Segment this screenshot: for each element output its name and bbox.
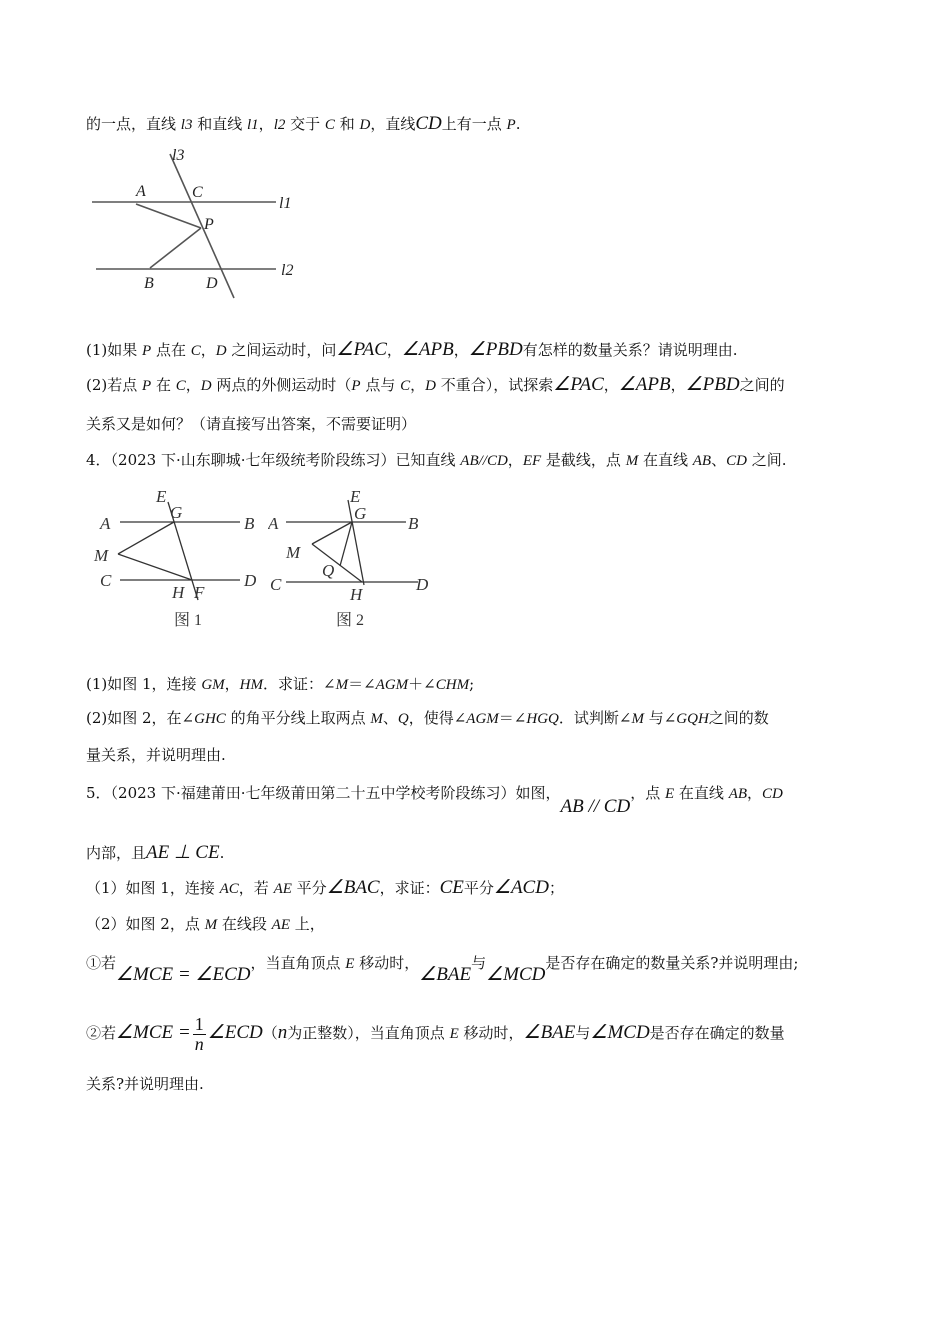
text: ①若 — [86, 954, 117, 972]
segment-hm — [118, 554, 192, 580]
q5-sub2-line2 — [86, 1074, 204, 1094]
text: P — [506, 117, 516, 133]
text: ，使得∠ — [408, 709, 467, 727]
q4-part1 — [86, 674, 474, 695]
q3-figure — [86, 144, 306, 304]
q3-part1 — [86, 340, 738, 361]
math: ∠ECD — [207, 1022, 263, 1043]
text: ， — [507, 451, 523, 469]
text: EF — [522, 453, 542, 469]
fraction-numerator: 1 — [194, 1013, 204, 1034]
text: D — [200, 378, 212, 394]
text: CHM — [435, 677, 470, 693]
text: 、 — [711, 451, 727, 469]
text: GHC — [194, 711, 226, 727]
segment-mh — [312, 544, 362, 582]
text: 量关系，并说明理由. — [86, 746, 226, 764]
text: 4．（2023 下·山东聊城·七年级统考阶段练习）已知直线 — [86, 451, 461, 469]
segment-ap — [136, 204, 201, 228]
math: ∠MCD — [486, 964, 546, 985]
text: (1)如果 — [86, 341, 143, 359]
text: 为正整数），当直角顶点 — [287, 1024, 450, 1042]
text: 的角平分线上取两点 — [225, 709, 371, 727]
text: ②若 — [86, 1024, 117, 1042]
text: （2）如图 2，点 — [86, 915, 205, 933]
math: CE — [439, 877, 464, 898]
label-q: Q — [322, 561, 335, 580]
text: ．求证：∠ — [263, 675, 336, 693]
text: . — [219, 844, 225, 862]
text: HM — [239, 677, 263, 693]
math: ∠APB — [618, 374, 671, 395]
text: AGM — [375, 677, 409, 693]
q4-figure-2 — [268, 482, 438, 632]
text: (2)如图 2，在∠ — [86, 709, 195, 727]
q4-part2 — [86, 708, 769, 729]
label-l3: l3 — [172, 147, 185, 164]
text: ， — [185, 376, 201, 394]
label-b: B — [144, 275, 154, 292]
text: 是否存在确定的数量关系?并说明理由; — [545, 954, 799, 972]
math: ∠BAC — [326, 877, 380, 898]
text: C — [400, 378, 411, 394]
math: CD — [415, 113, 442, 134]
text: 与 — [471, 954, 487, 972]
text: ， — [670, 376, 686, 394]
text: ＋∠ — [408, 675, 436, 693]
text: ，求证： — [379, 879, 440, 897]
text: AE — [271, 917, 290, 933]
text: C — [175, 378, 186, 394]
q5-part2 — [86, 914, 325, 935]
text: C — [190, 343, 201, 359]
label-g: G — [354, 504, 367, 523]
text: 点在 — [151, 341, 191, 359]
text: P — [351, 378, 361, 394]
text: ， — [410, 376, 426, 394]
text: ＝∠ — [348, 675, 376, 693]
text: 和直线 — [192, 115, 247, 133]
text: (1)如图 1，连接 — [86, 675, 202, 693]
q3-part2 — [86, 375, 785, 396]
text: GM — [201, 677, 225, 693]
text: D — [359, 117, 371, 133]
label-h: H — [350, 585, 363, 604]
text: AGM — [466, 711, 499, 727]
text: 平分 — [291, 879, 327, 897]
text: 有怎样的数量关系？请说明理由. — [522, 341, 738, 359]
figure-caption: 图 2 — [336, 612, 365, 629]
text: ， — [200, 341, 216, 359]
segment-gq — [340, 522, 352, 566]
text: 、 — [382, 709, 398, 727]
text: HGQ — [526, 711, 559, 727]
text: ， — [224, 675, 240, 693]
text: 之间运动时，问 — [226, 341, 337, 359]
label-a: A — [268, 514, 279, 533]
segment-gm — [118, 522, 174, 554]
label-d: D — [244, 571, 257, 590]
text: AE — [273, 881, 292, 897]
text: D — [425, 378, 436, 394]
text: M — [335, 677, 349, 693]
math: ∠MCE = — [116, 1022, 191, 1043]
text: AB — [692, 453, 712, 469]
text: ， — [386, 341, 402, 359]
label-d: D — [206, 275, 218, 292]
text: l1 — [247, 117, 259, 133]
segment-gm — [312, 522, 352, 544]
label-c: C — [192, 184, 203, 201]
math: ∠ACD — [493, 877, 549, 898]
text: 关系?并说明理由. — [86, 1075, 204, 1093]
text: ， — [258, 115, 274, 133]
math: AE ⊥ CE — [146, 842, 220, 863]
text: AC — [219, 881, 239, 897]
label-l2: l2 — [281, 262, 294, 279]
label-f: F — [194, 583, 205, 602]
q3-part2-line2 — [86, 414, 416, 434]
figure-caption: 图 1 — [174, 612, 203, 629]
q5-sub1 — [86, 953, 799, 985]
text: ．试判断∠ — [558, 709, 632, 727]
label-e: E — [156, 487, 167, 506]
text: （1）如图 1，连接 — [86, 879, 220, 897]
text: ； — [548, 879, 564, 897]
label-b: B — [408, 514, 419, 533]
text: 与∠ — [643, 709, 677, 727]
text: E — [345, 956, 355, 972]
text: 在线段 — [217, 915, 272, 933]
math: ∠PBD — [685, 374, 740, 395]
text: P — [142, 343, 152, 359]
q4-header — [86, 450, 786, 471]
label-b: B — [244, 514, 255, 533]
q3-intro — [86, 114, 520, 135]
text: 与 — [575, 1024, 591, 1042]
label-a: A — [136, 183, 146, 200]
text: ; — [469, 675, 475, 693]
math: AB // CD — [560, 796, 631, 817]
text: 内部，且 — [86, 844, 147, 862]
text: 两点的外侧运动时（ — [211, 376, 352, 394]
q5-part1 — [86, 878, 564, 899]
text: 的一点，直线 — [86, 115, 181, 133]
text: 是否存在确定的数量 — [649, 1024, 785, 1042]
q4-figure-1 — [90, 482, 270, 632]
text: E — [449, 1026, 459, 1042]
text: (2)若点 — [86, 376, 143, 394]
text: 和 — [334, 115, 360, 133]
text: . — [515, 115, 521, 133]
label-m: M — [286, 543, 301, 562]
text: CD — [726, 453, 747, 469]
line-l3 — [170, 154, 234, 298]
text: M — [204, 917, 218, 933]
text: AB//CD — [460, 453, 508, 469]
segment-bp — [150, 228, 201, 268]
label-l1: l1 — [279, 195, 292, 212]
text: l2 — [273, 117, 286, 133]
text: ， — [747, 784, 763, 802]
text: 在直线 — [638, 451, 693, 469]
text: 之间的 — [739, 376, 785, 394]
text: 交于 — [285, 115, 325, 133]
text: 平分 — [463, 879, 494, 897]
text: GQH — [676, 711, 709, 727]
text: AB — [728, 786, 748, 802]
math: ∠APB — [401, 339, 454, 360]
fraction — [193, 1015, 206, 1054]
text: Q — [397, 711, 409, 727]
label-m: M — [94, 546, 109, 565]
label-p: P — [204, 216, 214, 233]
label-c: C — [270, 575, 282, 594]
math: n — [277, 1022, 288, 1043]
text: 关系又是如何？（请直接写出答案，不需要证明） — [86, 415, 417, 433]
text: 是截线，点 — [541, 451, 626, 469]
text: 5．（2023 下·福建莆田·七年级莆田第二十五中学校考阶段练习）如图， — [86, 784, 561, 802]
label-a: A — [100, 514, 111, 533]
q5-header — [86, 783, 783, 817]
math: ∠BAE — [523, 1022, 576, 1043]
math: ∠BAE — [419, 964, 472, 985]
text: 之间. — [746, 451, 787, 469]
fraction-denominator: n — [194, 1033, 204, 1054]
math: ∠MCD — [590, 1022, 650, 1043]
label-d: D — [416, 575, 429, 594]
text: 上有一点 — [441, 115, 507, 133]
text: P — [142, 378, 152, 394]
text: 移动时， — [354, 954, 420, 972]
math: ∠PAC — [553, 374, 604, 395]
math: ∠PBD — [468, 339, 523, 360]
q5-line2 — [86, 843, 224, 863]
math: ∠MCE = ∠ECD — [116, 964, 251, 985]
text: D — [215, 343, 227, 359]
text: 之间的数 — [708, 709, 769, 727]
text: ，直线 — [370, 115, 416, 133]
text: M — [625, 453, 639, 469]
text: 移动时， — [458, 1024, 524, 1042]
label-h: H — [172, 583, 185, 602]
text: E — [664, 786, 675, 802]
text: 不重合），试探索 — [436, 376, 554, 394]
text: ＝∠ — [498, 709, 527, 727]
text: 点与 — [360, 376, 401, 394]
text: 在 — [151, 376, 176, 394]
text: M — [631, 711, 644, 727]
text: M — [370, 711, 383, 727]
text: 上， — [290, 915, 325, 933]
label-c: C — [100, 571, 112, 590]
text: CD — [762, 786, 783, 802]
text: ， — [603, 376, 619, 394]
text: 在直线 — [674, 784, 729, 802]
q4-part2-line2 — [86, 745, 226, 765]
text: （ — [262, 1024, 278, 1042]
text: ，点 — [630, 784, 665, 802]
text: ， — [453, 341, 469, 359]
text: ，若 — [238, 879, 274, 897]
math: ∠PAC — [336, 339, 387, 360]
label-g: G — [170, 503, 183, 522]
q5-sub2 — [86, 1012, 785, 1055]
text: C — [324, 117, 335, 133]
label-e: E — [350, 487, 361, 506]
text: ，当直角顶点 — [250, 954, 346, 972]
text: l3 — [180, 117, 193, 133]
